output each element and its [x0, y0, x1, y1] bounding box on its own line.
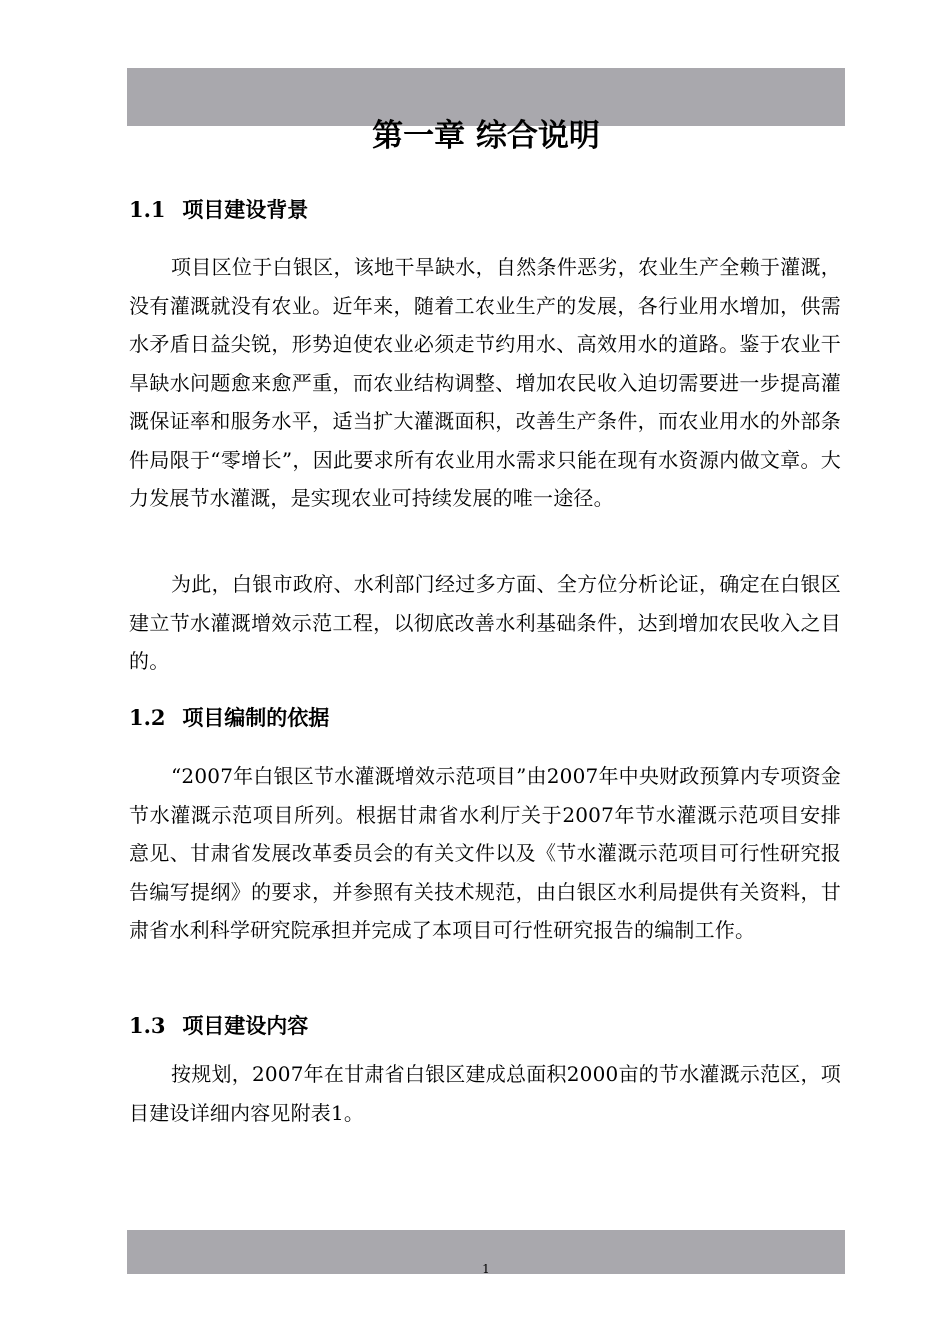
paragraph-background-2: 为此，白银市政府、水利部门经过多方面、全方位分析论证，确定在白银区建立节水灌溉增效示范工程，以彻底改善水利基础条件，达到增加农民收入之目的。 — [129, 572, 841, 673]
section-number: 1.3 — [129, 1013, 166, 1038]
paragraph-content-1: 按规划，2007年在甘肃省白银区建成总面积2000亩的节水灌溉示范区，项目建设详细内容见附表1。 — [129, 1062, 841, 1125]
section-heading-1-2 — [129, 703, 329, 733]
paragraph-background-1: 项目区位于白银区，该地干旱缺水，自然条件恶劣，农业生产全赖于灌溉，没有灌溉就没有农业。近年来，随着工农业生产的发展，各行业用水增加，供需水矛盾日益尖锐，形势迫使农业必须走节约用水、高效用水的道路。鉴于农业干旱缺水问题愈来愈严重，而农业结构调整、增加农民收入迫切需要进一步提高灌溉保证率和服务水平，适当扩大灌溉面积，改善生产条件，而农业用水的外部条件局限于“零增长”，因此要求所有农业用水需求只能在现有水资源内做文章。大力发展节水灌溉，是实现农业可持续发展的唯一途径。 — [129, 255, 841, 510]
chapter-title: 第一章 综合说明 — [372, 118, 600, 154]
section-title: 项目建设背景 — [182, 197, 309, 222]
section-number: 1.1 — [129, 197, 166, 222]
paragraph-basis-1: “2007年白银区节水灌溉增效示范项目”由2007年中央财政预算内专项资金节水灌溉示范项目所列。根据甘肃省水利厅关于2007年节水灌溉示范项目安排意见、甘肃省发展改革委员会的有关文件以及《节水灌溉示范项目可行性研究报告编写提纲》的要求，并参照有关技术规范，由白银区水利局提供有关资料，甘肃省水利科学研究院承担并完成了本项目可行性研究报告的编制工作。 — [129, 764, 841, 942]
section-heading-1-3 — [129, 1011, 308, 1041]
section-title: 项目建设内容 — [182, 1013, 309, 1038]
section-title: 项目编制的依据 — [182, 705, 330, 730]
section-number: 1.2 — [129, 705, 166, 730]
page-number: 1 — [482, 1262, 490, 1276]
section-heading-1-1 — [129, 195, 308, 225]
